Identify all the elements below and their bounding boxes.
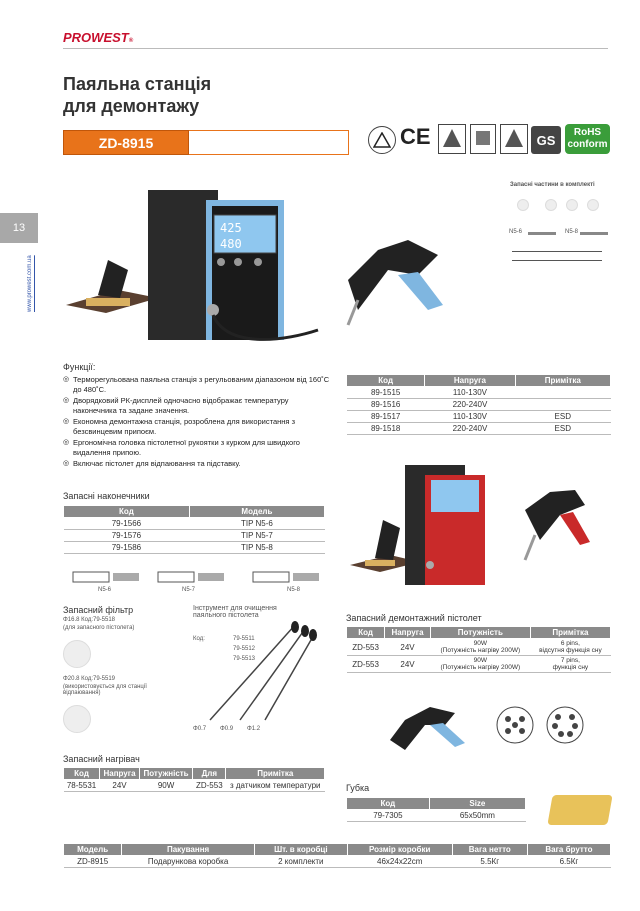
heater-table: Код Напруга Потужність Для Примітка 78-5531 24V 90W ZD-553 з датчиком температури [63, 767, 325, 792]
spare-needle [512, 251, 602, 252]
filter-code-1: Φ16.8 Код:79-5518 [63, 617, 116, 623]
spare-tip [528, 232, 556, 235]
spare-circle [545, 199, 557, 211]
spare-circle [517, 199, 529, 211]
sponge-table: Код Size 79-7305 65x50mm [346, 797, 526, 822]
cleaning-dim: Φ0.7 [193, 726, 207, 732]
feature-item: ◎ Економна демонтажна станція, розроблена для використання з безсвинцевим припоєм. [63, 417, 333, 438]
feature-item: ◎ Ергономічна головка пістолетної рукоятки з курком для швидкого видалення припою. [63, 438, 333, 459]
cleaning-code: 79-5511 [233, 636, 255, 642]
tips-title: Запасні наконечники [63, 491, 150, 501]
cleaning-dim: Φ1.2 [247, 726, 261, 732]
table-row: 79-7305 65x50mm [347, 810, 526, 822]
model-line [189, 130, 349, 155]
feature-item: ◎ Включає пістолет для відпаювання та підставку. [63, 459, 333, 470]
spare-circle [587, 199, 599, 211]
page-title: Паяльна станція для демонтажу [63, 74, 212, 116]
gun-title: Запасний демонтажний пістолет [346, 613, 482, 623]
versions-table: Код Напруга Примітка 89-1515 110-130V 89-1516 220-240V 89-1517 110-130V ESD 89-1518 220-240V ESD [346, 374, 611, 435]
tuv-icon-2 [500, 124, 528, 154]
header-rule [63, 48, 608, 49]
gs-icon: GS [531, 126, 561, 154]
gun-table: Код Напруга Потужність Примітка ZD-553 24V 90W (Потужність нагріву 200W) 6 pins, відсутня функція сну ZD-553 24V 90W (Потужність нагріву 200W) 7 pins, функція сну [346, 626, 611, 673]
table-row: 79-1586 TIP N5-8 [64, 542, 325, 554]
table-row: ZD-553 24V 90W (Потужність нагріву 200W) 7 pins, функція сну [347, 656, 611, 673]
page-number: 13 [0, 213, 38, 243]
filter-note-1: (для запасного пістолета) [63, 625, 135, 631]
filter-title: Запасний фільтр [63, 605, 134, 615]
spare-n56: N5-6 [509, 229, 523, 235]
station-image [58, 180, 458, 350]
feature-item: ◎ Дворядковий РК-дисплей одночасно відображає температуру наконечника та задане значення. [63, 396, 333, 417]
model-badge: ZD-8915 [63, 130, 189, 155]
table-row: ZD-553 24V 90W (Потужність нагріву 200W) 6 pins, відсутня функція сну [347, 639, 611, 656]
table-row: 78-5531 24V 90W ZD-553 з датчиком температури [64, 780, 325, 792]
filter-code-2: Φ20.8 Код:79-5519 [63, 676, 116, 682]
spare-circle [566, 199, 578, 211]
rohs-badge: RoHS conform [565, 124, 610, 154]
sponge-title: Губка [346, 783, 370, 793]
table-row: 89-1516 220-240V [347, 399, 611, 411]
table-row: 89-1515 110-130V [347, 387, 611, 399]
tip-label: N5-7 [182, 587, 196, 593]
red-station-image [345, 450, 610, 590]
table-row: 89-1518 220-240V ESD [347, 423, 611, 435]
tip-label: N5-8 [287, 587, 301, 593]
lcd-temp-2: 480 [220, 237, 242, 251]
heater-title: Запасний нагрівач [63, 754, 140, 764]
triangle-cert-icon [368, 126, 396, 154]
cleaning-code: 79-5513 [233, 656, 256, 662]
cleaning-code: 79-5512 [233, 646, 256, 652]
spare-n58: N5-8 [565, 229, 579, 235]
tips-table: Код Модель 79-1566 TIP N5-6 79-1576 TIP N5-7 79-1586 TIP N5-8 [63, 505, 325, 554]
spare-needle [512, 260, 602, 261]
spare-parts-title: Запасні частини в комплекті [510, 182, 595, 188]
cleaning-needles [200, 615, 320, 725]
feature-item: ◎ Терморегульована паяльна станція з регульованим діапазоном від 160˚C до 480˚C. [63, 375, 333, 396]
ce-mark-icon: CE [400, 124, 431, 149]
filter-image-1 [63, 640, 91, 668]
cert-box-icon [470, 124, 496, 154]
cleaning-code-label: Код: [193, 636, 205, 642]
sponge-image [547, 795, 612, 825]
table-row: ZD-8915 Подарункова коробка 2 комплекти 46x24x22cm 5.5Кг 6.5Кг [64, 856, 611, 868]
tuv-icon [438, 124, 466, 154]
filter-note-2: (використовується для станції відпаювання) [63, 684, 147, 696]
spare-tip [580, 232, 608, 235]
cleaning-dim: Φ0.9 [220, 726, 234, 732]
packaging-table: Модель Пакування Шт. в коробці Розмір коробки Вага нетто Вага брутто ZD-8915 Подарункова коробка 2 комплекти 46x24x22cm 5.5Кг 6.5Кг [63, 843, 611, 868]
lcd-temp-1: 425 [220, 221, 242, 235]
features: Функції: ◎ Терморегульована паяльна станція з регульованим діапазоном від 160˚C до 480˚C. ◎ Дворядковий РК-дисплей одночасно відображає температуру наконечника та задане значення. ◎ Економна демонтажна станція, розроблена для використання з безсвинцевим припоєм. ◎ Ергономічна головка пістолетної рукоятки з курком для швидкого видалення припою. ◎ Включає пістолет для відпаювання та підставку. [63, 362, 333, 469]
table-row: 89-1517 110-130V ESD [347, 411, 611, 423]
tip-label: N5-6 [98, 587, 112, 593]
filter-image-2 [63, 705, 91, 733]
table-row: 79-1566 TIP N5-6 [64, 518, 325, 530]
side-url[interactable]: www.prowest.com.ua [27, 255, 33, 312]
cleaning-title: Інструмент для очищення паяльного пістолета [193, 605, 277, 619]
gun-images [385, 695, 615, 755]
brand-logo: PROWEST® [63, 30, 134, 45]
table-row: 79-1576 TIP N5-7 [64, 530, 325, 542]
